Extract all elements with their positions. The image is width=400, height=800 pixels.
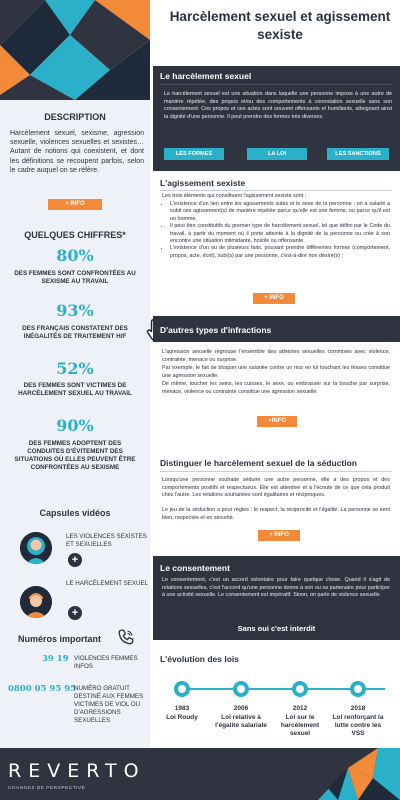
phone-number-label: VIOLENCES FEMMES INFOS <box>74 655 138 670</box>
evolution-title: L'évolution des lois <box>160 654 240 664</box>
description-title: DESCRIPTION <box>44 112 106 122</box>
description-info-button[interactable]: + INFO <box>48 199 102 210</box>
infractions-title: D'autres types d'infractions <box>160 325 272 335</box>
timeline-label: Loi renforçant la lutte contre les VSS <box>332 714 384 737</box>
page-title: Harcèlement sexuel et agissement sexiste <box>169 9 391 42</box>
description-text: Harcèlement sexuel, sexisme, agression sexuelle, violences sexuelles et sexistes… Autant de notions qui coexistent, et dont les définitions se recoupent parfois, selon le cadre auquel on se réfère. <box>10 130 144 174</box>
agissement-list <box>162 201 390 260</box>
consentement-tagline: Sans oui c'est interdit <box>237 624 316 633</box>
timeline-year: 2018 <box>350 705 366 712</box>
stat-label: DES FRANÇAIS CONSTATENT DES INÉGALITÉS DE TRAITEMENT H/F <box>22 325 128 340</box>
stat-label: DES FEMMES SONT CONFRONTÉES AU SEXISME AU TRAVAIL <box>14 270 136 285</box>
phone-number-label: NUMÉRO GRATUIT DESTINÉ AUX FEMMES VICTIMES DE VIOL OU D'AGRESSIONS SEXUELLES <box>74 685 144 724</box>
phone-number[interactable]: 0800 05 95 95 <box>8 684 77 694</box>
phone-number[interactable]: 39 19 <box>42 654 69 664</box>
seduction-text-2: Le jeu de la séduction a pour règles : le respect, la réciprocité et l'égalité. La personne se sent bien, respectée et en sécurité. <box>162 507 390 521</box>
capsule-play-plus-icon[interactable]: + <box>68 606 82 620</box>
avatar-woman-icon[interactable] <box>20 532 52 564</box>
agissement-info-button[interactable]: + INFO <box>253 293 295 304</box>
seduction-text-1: Lorsqu'une personne souhaite séduire une autre personne, elle a des propos et des comportements positifs et respectueux. Elle est attentive et à l'écoute de ce que cela produit chez l'autre. Les relations souhaitées sont égalitaires et réciproques. <box>162 477 390 499</box>
brand-subtitle: CHANGEZ DE PERSPECTIVE <box>8 786 86 791</box>
infractions-text-2: Par exemple, le fait de bloquer une salariée contre un mur en lui touchant les fesses constitue une agression sexuelle. <box>162 365 390 379</box>
timeline-label: Loi relative à l'égalité salariale <box>215 714 267 729</box>
timeline-dot <box>174 681 190 697</box>
la-loi-button[interactable]: LA LOI <box>247 148 307 160</box>
timeline-year: 2006 <box>233 705 249 712</box>
stat-value: 80% <box>56 246 94 265</box>
list-item: • L'existence d'un lien entre les agissements subis et le sexe de la personne : on a salarié a subit ces agissement(s) de manière répétée parce qu'elle est une femme, ou parce qu'il est un homme. <box>170 201 390 223</box>
seduction-title: Distinguer le harcèlement sexuel de la séduction <box>160 458 357 468</box>
capsules-title: Capsules vidéos <box>39 508 111 518</box>
les-formes-button[interactable]: LES FORMES <box>164 148 224 160</box>
infractions-text-1: L'agression sexuelle regroupe l'ensemble des atteintes sexuelles commises avec violence, contrainte, menace ou surprise. <box>162 349 390 363</box>
timeline-dot <box>292 681 308 697</box>
timeline-dot <box>350 681 366 697</box>
divider <box>160 471 392 472</box>
consentement-title: Le consentement <box>160 563 230 573</box>
agissement-title: L'agissement sexiste <box>160 178 246 188</box>
numeros-title: Numéros important <box>18 634 102 644</box>
stat-value: 93% <box>56 301 94 320</box>
timeline-label: Loi Roudy <box>166 714 198 721</box>
triangle-decoration <box>0 0 150 100</box>
timeline-dot <box>233 681 249 697</box>
list-item: • Il peut être constitutifs du premier type de harcèlement sexuel, tel que défini par le Code du travail, à partir du moment où il porte atteinte à la dignité de la personne ou crée à son encontre une situation intimidante, hostile ou offensante. <box>170 223 390 245</box>
divider <box>160 190 392 191</box>
triangle-decoration <box>318 748 400 800</box>
infractions-text-3: De même, toucher les seins, les cuisses, le sexe, ou embrasser sur la bouche par surprise, menace, violence ou contrainte constitue une agression sexuelle. <box>162 381 390 395</box>
brand-logo[interactable]: REVERTO <box>8 760 146 782</box>
consentement-text: Le consentement, c'est un accord volontaire pour faire quelque chose. Quand il s'agit de relations sexuelles, c'est l'accord qu'une personne donne à son ou sa partenaire pour participer à une activité sexuelle. Le consentement est impératif. Sinon, on parle de violence sexuelle. <box>162 577 390 599</box>
list-item: • L'existence d'un ou de plusieurs faits, pouvant prendre différentes formes (comportement, propos, acte, écrit), subi(s) par une personne, c'est-à-dire non désiré(s) ; <box>170 245 390 260</box>
phone-icon <box>117 628 135 646</box>
harcelement-title: Le harcèlement sexuel <box>160 71 252 81</box>
timeline-year: 2012 <box>292 705 308 712</box>
capsule-label[interactable]: LES VIOLENCES SEXISTES ET SEXUELLES <box>66 533 147 548</box>
agissement-intro: Les trois éléments qui constituent l'agissement sexiste sont : <box>162 193 307 199</box>
stat-label: DES FEMMES SONT VICTIMES DE HARCÈLEMENT SEXUEL AU TRAVAIL <box>18 382 132 397</box>
divider <box>160 84 392 85</box>
timeline-label: Loi sur le harcèlement sexuel <box>280 714 320 737</box>
chiffres-title: QUELQUES CHIFFRES* <box>24 230 126 240</box>
avatar-man-icon[interactable] <box>20 586 52 618</box>
capsule-label[interactable]: LE HARCÈLEMENT SEXUEL <box>66 580 149 587</box>
les-sanctions-button[interactable]: LES SANCTIONS <box>327 148 389 160</box>
stat-value: 52% <box>56 359 94 378</box>
capsule-play-plus-icon[interactable]: + <box>68 553 82 567</box>
stat-label: DES FEMMES ADOPTENT DES CONDUITES D'ÉVITEMENT DES SITUATIONS OÙ ELLES PEUVENT ÊTRE CONFRONTÉES AU SEXISME <box>14 440 136 471</box>
infractions-info-button[interactable]: +INFO <box>257 416 297 427</box>
timeline-year: 1983 <box>174 705 190 712</box>
left-sidebar <box>0 0 150 748</box>
seduction-info-button[interactable]: + INFO <box>258 530 300 541</box>
stat-value: 90% <box>56 416 94 435</box>
harcelement-text: Le harcèlement sexuel est une situation dans laquelle une personne impose à une autre de manière répétée, des propos et/ou des comportements à connotation sexuelle sans son consentement. Ces propos et ces actes sont souvent offensants et humiliants, atteignant ainsi la dignité d'une personne. Il peut prendre des formes très diverses. <box>164 91 392 120</box>
